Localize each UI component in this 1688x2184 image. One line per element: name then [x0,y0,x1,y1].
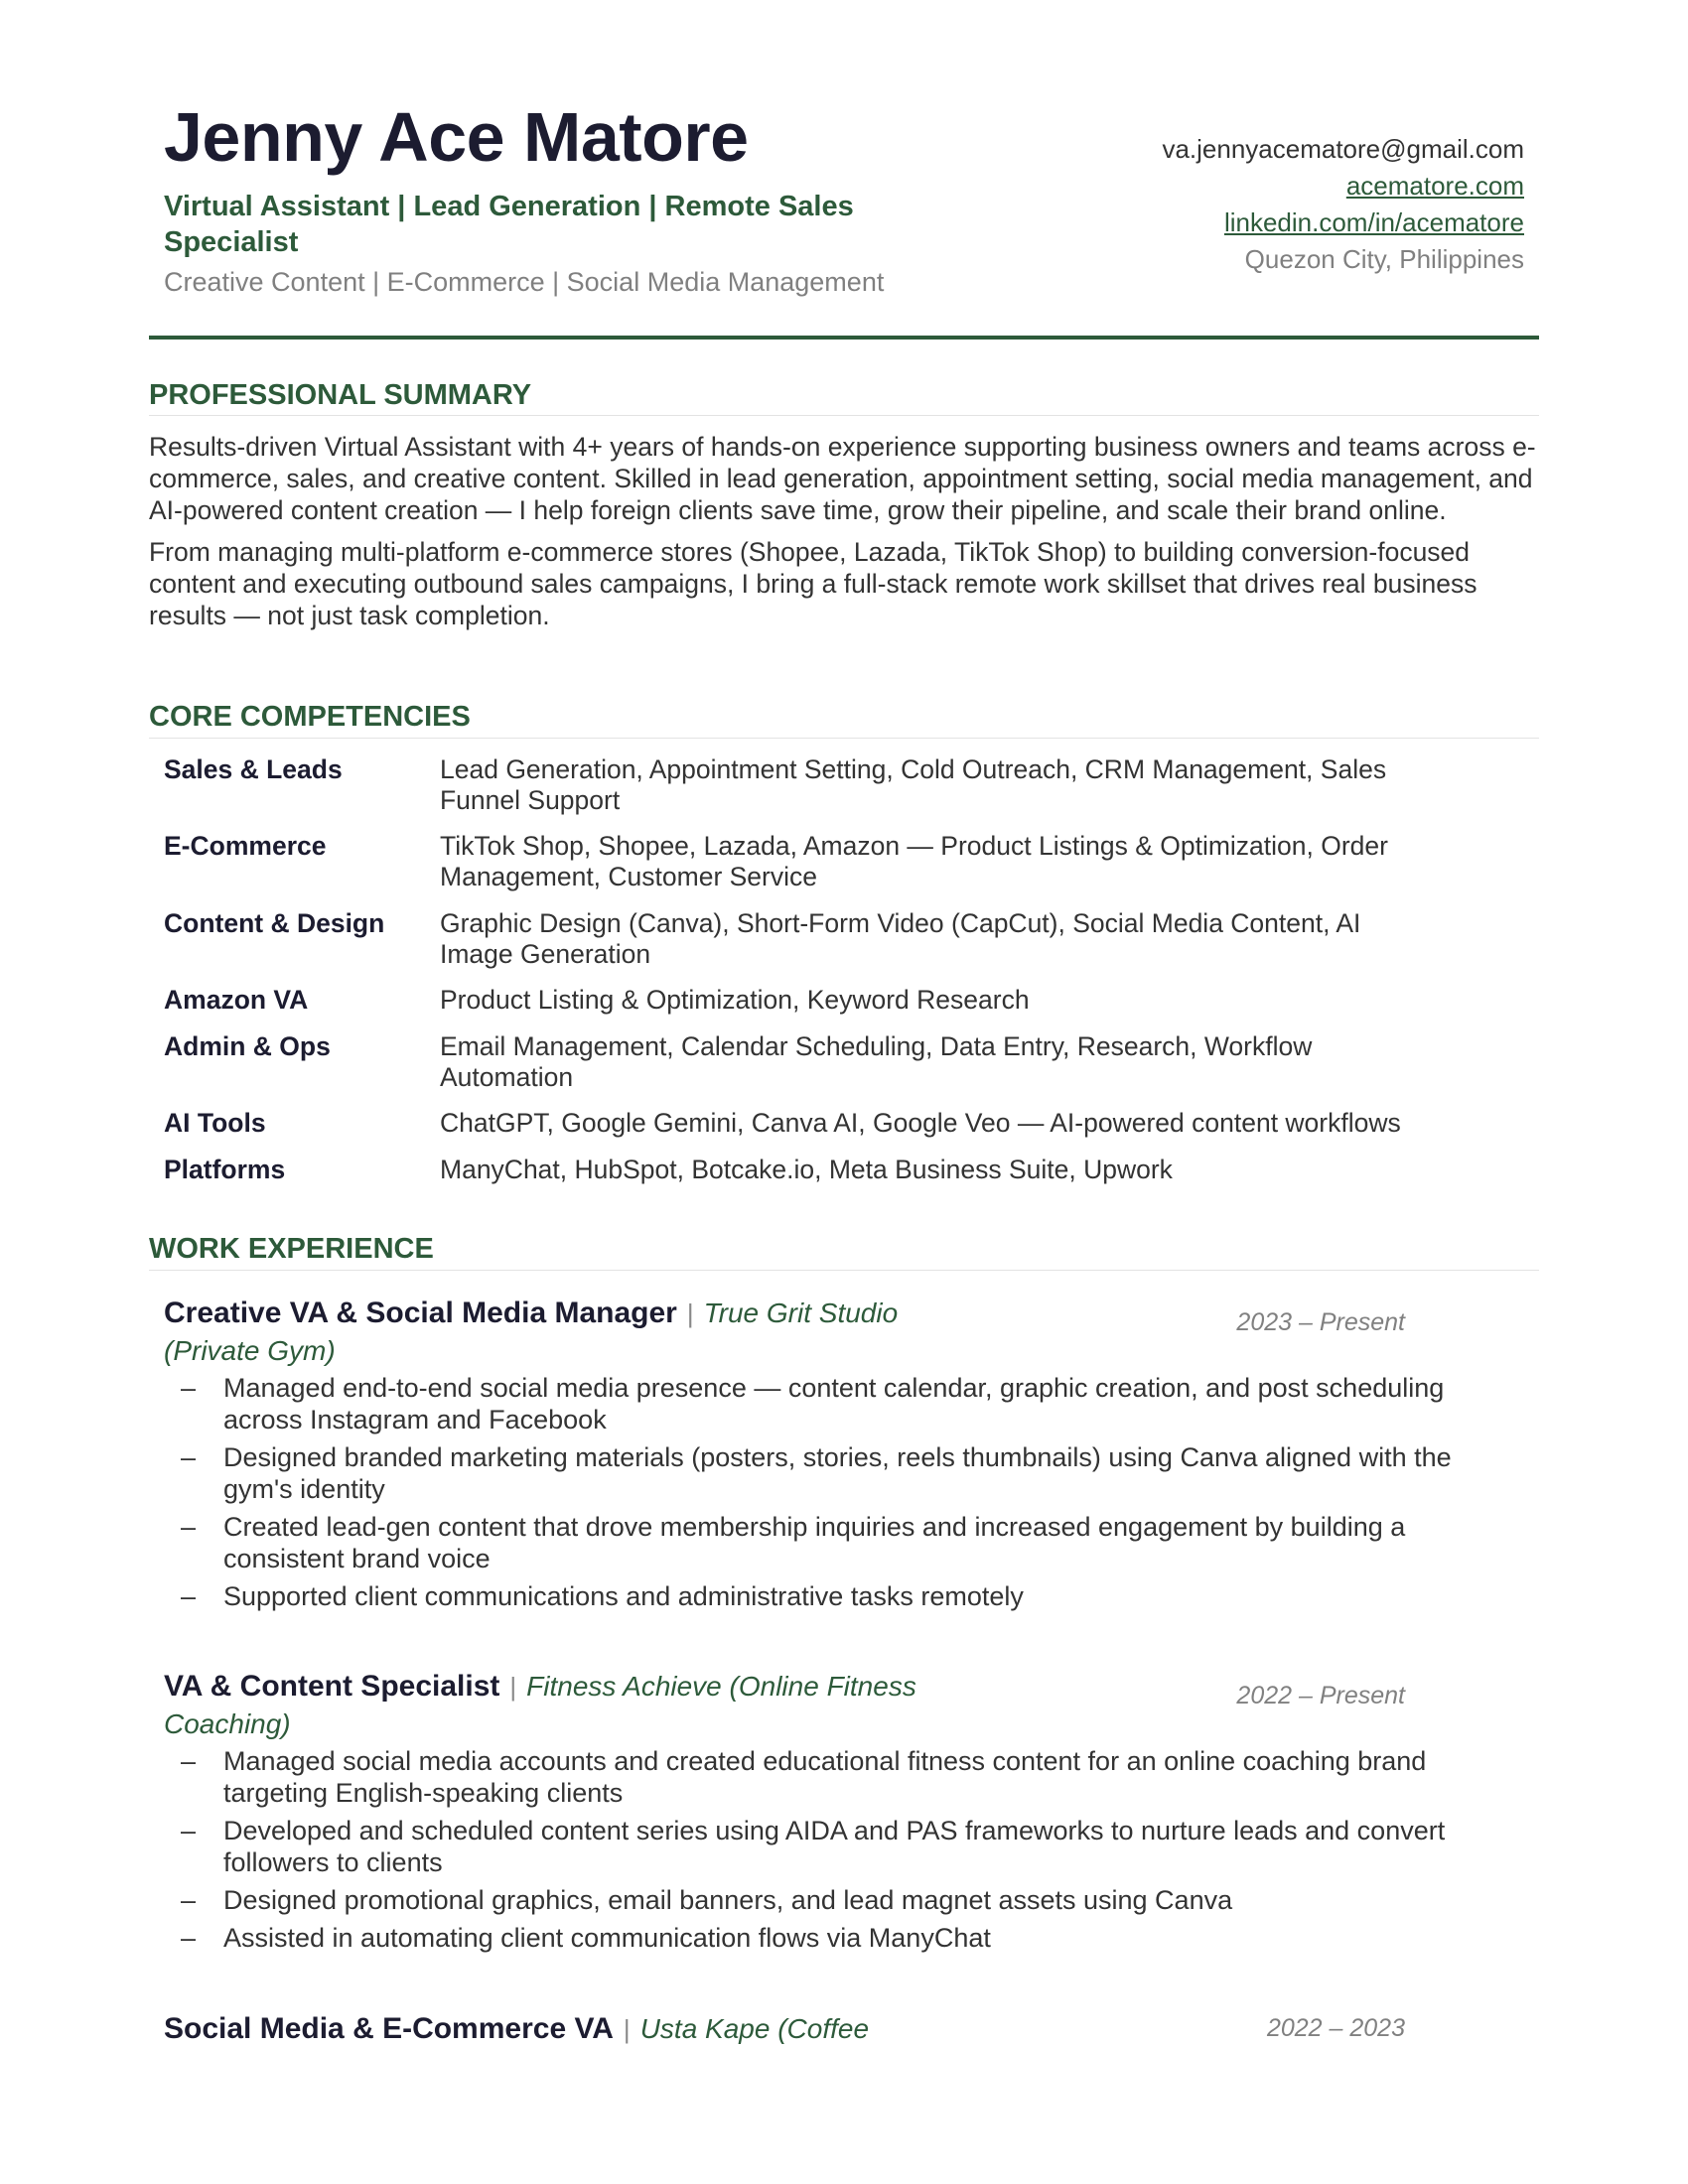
job-title: Creative VA & Social Media Manager [164,1297,677,1329]
summary-divider [149,415,1539,416]
job-separator: | [686,1298,694,1328]
job-title: VA & Content Specialist [164,1670,500,1703]
competency-label: Sales & Leads [164,754,343,784]
contact-website-link[interactable]: acematore.com [1345,171,1524,201]
competency-label: Amazon VA [164,985,309,1015]
bullet-dash: – [181,1512,197,1542]
job-company: Usta Kape (Coffee [639,2013,870,2044]
competency-label: Admin & Ops [164,1031,331,1061]
job-bullets [164,1372,1524,1618]
bullet-text: Designed branded marketing materials (posters, stories, reels thumbnails) using Canva aligned with the gym's identity [223,1442,1452,1504]
summary-heading: PROFESSIONAL SUMMARY [149,379,532,411]
job-header [164,1297,958,1372]
resume-header [164,95,1524,339]
job-bullet [164,1922,1524,1954]
summary-paragraph: Results-driven Virtual Assistant with 4+ years of hands-on experience supporting business owners and teams across e-commerce, sales, and creative content. Skilled in lead generation, appointment setting, social media management, and AI-powered content creation — I help foreign clients save time, grow their pipeline, and scale their brand online. [149,432,1536,525]
competency-value: Lead Generation, Appointment Setting, Cold Outreach, CRM Management, Sales Funnel Support [440,754,1387,815]
competencies-divider [149,738,1539,739]
job-dates: 2023 – Present [1236,1308,1405,1336]
competency-label: Content & Design [164,908,385,938]
job-separator: | [509,1672,517,1702]
job-bullet [164,1815,1524,1878]
job-bullet [164,1580,1524,1612]
contact-email[interactable]: va.jennyacematore@gmail.com [1162,134,1524,164]
job-bullet [164,1511,1524,1574]
bullet-dash: – [181,1885,197,1915]
job-bullets [164,1745,1524,1960]
bullet-text: Developed and scheduled content series using AIDA and PAS frameworks to nurture leads and convert followers to clients [223,1816,1446,1877]
bullet-dash: – [181,1816,197,1845]
bullet-dash: – [181,1746,197,1776]
job-company: True Grit Studio (Private Gym) [164,1297,899,1366]
job-company: Fitness Achieve (Online Fitness Coaching) [164,1671,916,1739]
candidate-name: Jenny Ace Matore [164,98,749,176]
competency-value: ManyChat, HubSpot, Botcake.io, Meta Business Suite, Upwork [440,1155,1173,1184]
bullet-text: Supported client communications and administrative tasks remotely [223,1581,1024,1611]
summary-body [149,431,1549,641]
candidate-tagline: Virtual Assistant | Lead Generation | Remote Sales Specialist [164,191,854,258]
job-dates: 2022 – 2023 [1266,2014,1405,2042]
job-bullet [164,1441,1524,1505]
competency-value: TikTok Shop, Shopee, Lazada, Amazon — Product Listings & Optimization, Order Management, Customer Service [440,831,1388,891]
bullet-text: Managed end-to-end social media presence — content calendar, graphic creation, and post scheduling across Instagram and Facebook [223,1373,1445,1434]
job-header [164,1670,958,1745]
contact-linkedin-link[interactable]: linkedin.com/in/acematore [1223,207,1524,237]
competency-value: Graphic Design (Canva), Short-Form Video (CapCut), Social Media Content, AI Image Generation [440,908,1361,969]
experience-divider [149,1270,1539,1271]
job-bullet [164,1372,1524,1435]
bullet-dash: – [181,1442,197,1472]
competencies-heading: CORE COMPETENCIES [149,701,471,733]
job-title: Social Media & E-Commerce VA [164,2012,614,2045]
job-dates: 2022 – Present [1236,1682,1405,1709]
experience-heading: WORK EXPERIENCE [149,1233,434,1265]
contact-block [1162,131,1524,278]
contact-location: Quezon City, Philippines [1244,244,1524,274]
job-header [164,2012,1157,2050]
summary-paragraph: From managing multi-platform e-commerce stores (Shopee, Lazada, TikTok Shop) to building conversion-focused content and executing outbound sales campaigns, I bring a full-stack remote work skillset that drives real business results — not just task completion. [149,537,1477,630]
bullet-text: Created lead-gen content that drove membership inquiries and increased engagement by building a consistent brand voice [223,1512,1406,1573]
competency-value: Product Listing & Optimization, Keyword Research [440,985,1030,1015]
bullet-dash: – [181,1581,197,1611]
bullet-dash: – [181,1373,197,1403]
bullet-text: Designed promotional graphics, email banners, and lead magnet assets using Canva [223,1885,1233,1915]
competency-label: E-Commerce [164,831,327,861]
bullet-dash: – [181,1923,197,1953]
header-divider [149,336,1539,340]
competency-value: ChatGPT, Google Gemini, Canva AI, Google Veo — AI-powered content workflows [440,1108,1401,1138]
job-separator: | [623,2014,631,2044]
candidate-subtags: Creative Content | E-Commerce | Social Media Management [164,267,885,297]
competency-label: Platforms [164,1155,286,1184]
bullet-text: Managed social media accounts and created educational fitness content for an online coaching brand targeting English-speaking clients [223,1746,1427,1808]
bullet-text: Assisted in automating client communication flows via ManyChat [223,1923,991,1953]
competency-value: Email Management, Calendar Scheduling, Data Entry, Research, Workflow Automation [440,1031,1313,1092]
job-bullet [164,1745,1524,1809]
competency-label: AI Tools [164,1108,266,1138]
job-bullet [164,1884,1524,1916]
